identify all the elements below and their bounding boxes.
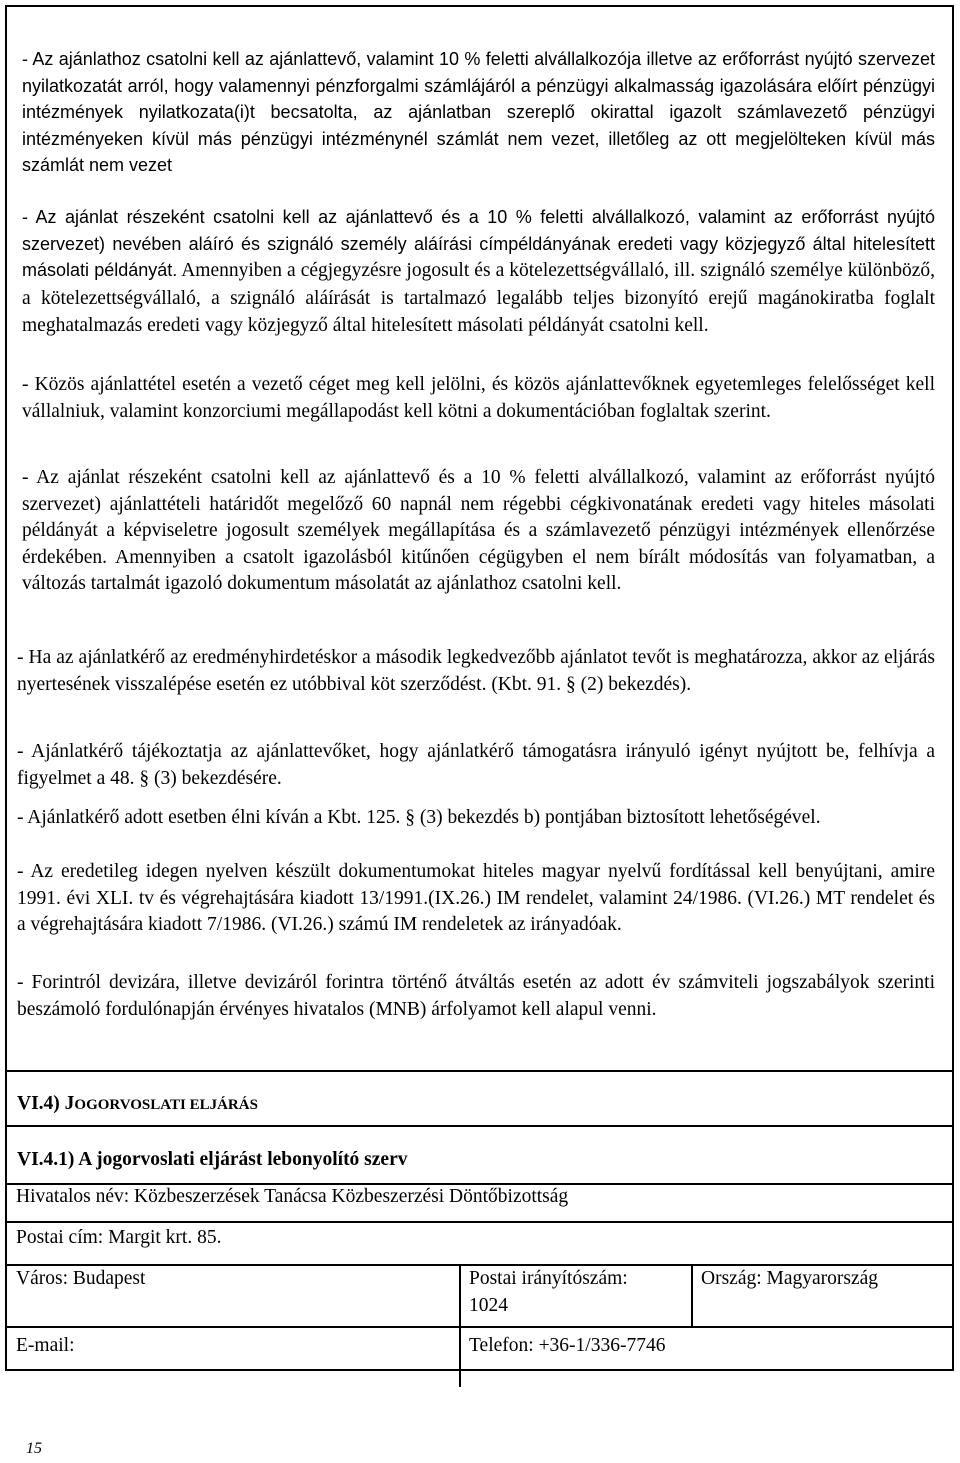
section-heading-number: VI.4) J: [17, 1093, 75, 1114]
country: Ország: Magyarország: [701, 1268, 879, 1289]
city: Város: Budapest: [16, 1268, 146, 1289]
paragraph-kbt-125: - Ajánlatkérő adott esetben élni kíván a Kbt. 125. § (3) bekezdés b) pontjában biztosított lehetőségével.: [17, 807, 821, 828]
requirements-box: [7, 7, 952, 1072]
paragraph-translation: - Az eredetileg idegen nyelven készült dokumentumokat hiteles magyar nyelvű fordítással kell benyújtani, amire 1991. évi XLI. tv és végrehajtására kiadott 13/1991.(IX.26.) IM rendelet, valamint 24/1986. (VI.26.) MT rendelet és a végrehajtására kiadott 7/1986. (VI.26.) számú IM rendeletek az irányadóak.: [17, 861, 935, 935]
divider: [7, 1326, 952, 1328]
paragraph-signature-specimen-a: - Az ajánlat részeként csatolni kell az ajánlattevő és a 10 % feletti alvállalkozó, valamint az erőforrást nyújtó szervezet) nevében aláíró és szignáló személy aláírási címpéldányának eredeti vagy közjegyző által hitelesített másolati példányát.: [22, 207, 935, 280]
postal-code-label: Postai irányítószám:: [469, 1268, 628, 1289]
paragraph-signature-specimen-b: Amennyiben a cégjegyzésre jogosult és a kötelezettségvállaló, ill. szignáló személye különböző, a kötelezettségvállaló, a szignáló aláírását is tartalmazó legalább teljes bizonyító erejű magánokiratba foglalt meghatalmazás eredeti vagy közjegyző által hitelesített másolati példányát csatolni kell.: [22, 260, 935, 336]
review-body-heading: VI.4.1) A jogorvoslati eljárást lebonyolító szerv: [17, 1149, 408, 1170]
document-frame: [5, 5, 954, 1371]
page-number: 15: [26, 1440, 42, 1457]
paragraph-joint-bid: - Közös ajánlattétel esetén a vezető céget meg kell jelölni, és közös ajánlattevőknek egyetemleges felelősséget kell vállalniuk, valamint konzorciumi megállapodást kell kötni a dokumentációban foglaltak szerint.: [22, 374, 935, 422]
divider: [7, 1221, 952, 1223]
paragraph-currency-exchange: - Forintról devizára, illetve devizáról forintra történő átváltás esetén az adott év számviteli jogszabályok szerinti beszámoló fordulónapján érvényes hivatalos (MNB) árfolyamot kell alapul venni.: [17, 972, 935, 1020]
paragraph-signature-specimen: [22, 204, 935, 340]
paragraph-support-claim: - Ajánlatkérő tájékoztatja az ajánlattevőket, hogy ajánlatkérő támogatásra irányuló igényt nyújtott be, felhívja a figyelmet a 48. § (3) bekezdésére.: [17, 741, 935, 789]
section-heading-title: OGORVOSLATI ELJÁRÁS: [74, 1097, 258, 1113]
section-heading: [17, 1093, 258, 1115]
paragraph-bank-statement: - Az ajánlathoz csatolni kell az ajánlattevő, valamint 10 % feletti alvállalkozója illetve az erőforrást nyújtó szervezet nyilatkozatát arról, hogy valamennyi pénzforgalmi számlájáról a pénzügyi alkalmasság igazolására előírt pénzügyi intézmények nyilatkozata(i)t becsatolta, az ajánlatban szereplő okirattal igazolt számlavezető pénzügyi intézményeken kívül más pénzügyi intézménynél számlát nem vezet, illetőleg az ott megjelölteken kívül más számlát nem vezet: [22, 49, 935, 175]
paragraph-company-extract: - Az ajánlat részeként csatolni kell az ajánlattevő és a 10 % feletti alvállalkozó, valamint az erőforrást nyújtó szervezet) ajánlattételi határidőt megelőző 60 napnál nem régebbi cégkivonatának eredeti vagy hiteles másolati példányát a képviseletre jogosult személyek megállapítása és a számlavezető pénzügyi intézmények ellenőrzése érdekében. Amennyiben a csatolt igazolásból kitűnően cégügyben el nem bírált módosítás van folyamatban, a változás tartalmát igazoló dokumentum másolatát az ajánlathoz csatolni kell.: [22, 467, 935, 594]
column-divider: [691, 1264, 693, 1326]
postal-code: 1024: [469, 1295, 508, 1316]
divider: [7, 1125, 952, 1127]
email: E-mail:: [16, 1335, 75, 1356]
official-name: Hivatalos név: Közbeszerzések Tanácsa Közbeszerzési Döntőbizottság: [16, 1186, 569, 1207]
phone: Telefon: +36-1/336-7746: [469, 1335, 666, 1356]
paragraph-second-best-bid: - Ha az ajánlatkérő az eredményhirdetéskor a második legkedvezőbb ajánlatot tevőt is meghatározza, akkor az eljárás nyertesének visszalépése esetén ez utóbbival köt szerződést. (Kbt. 91. § (2) bekezdés).: [17, 647, 935, 695]
postal-address: Postai cím: Margit krt. 85.: [16, 1227, 222, 1248]
